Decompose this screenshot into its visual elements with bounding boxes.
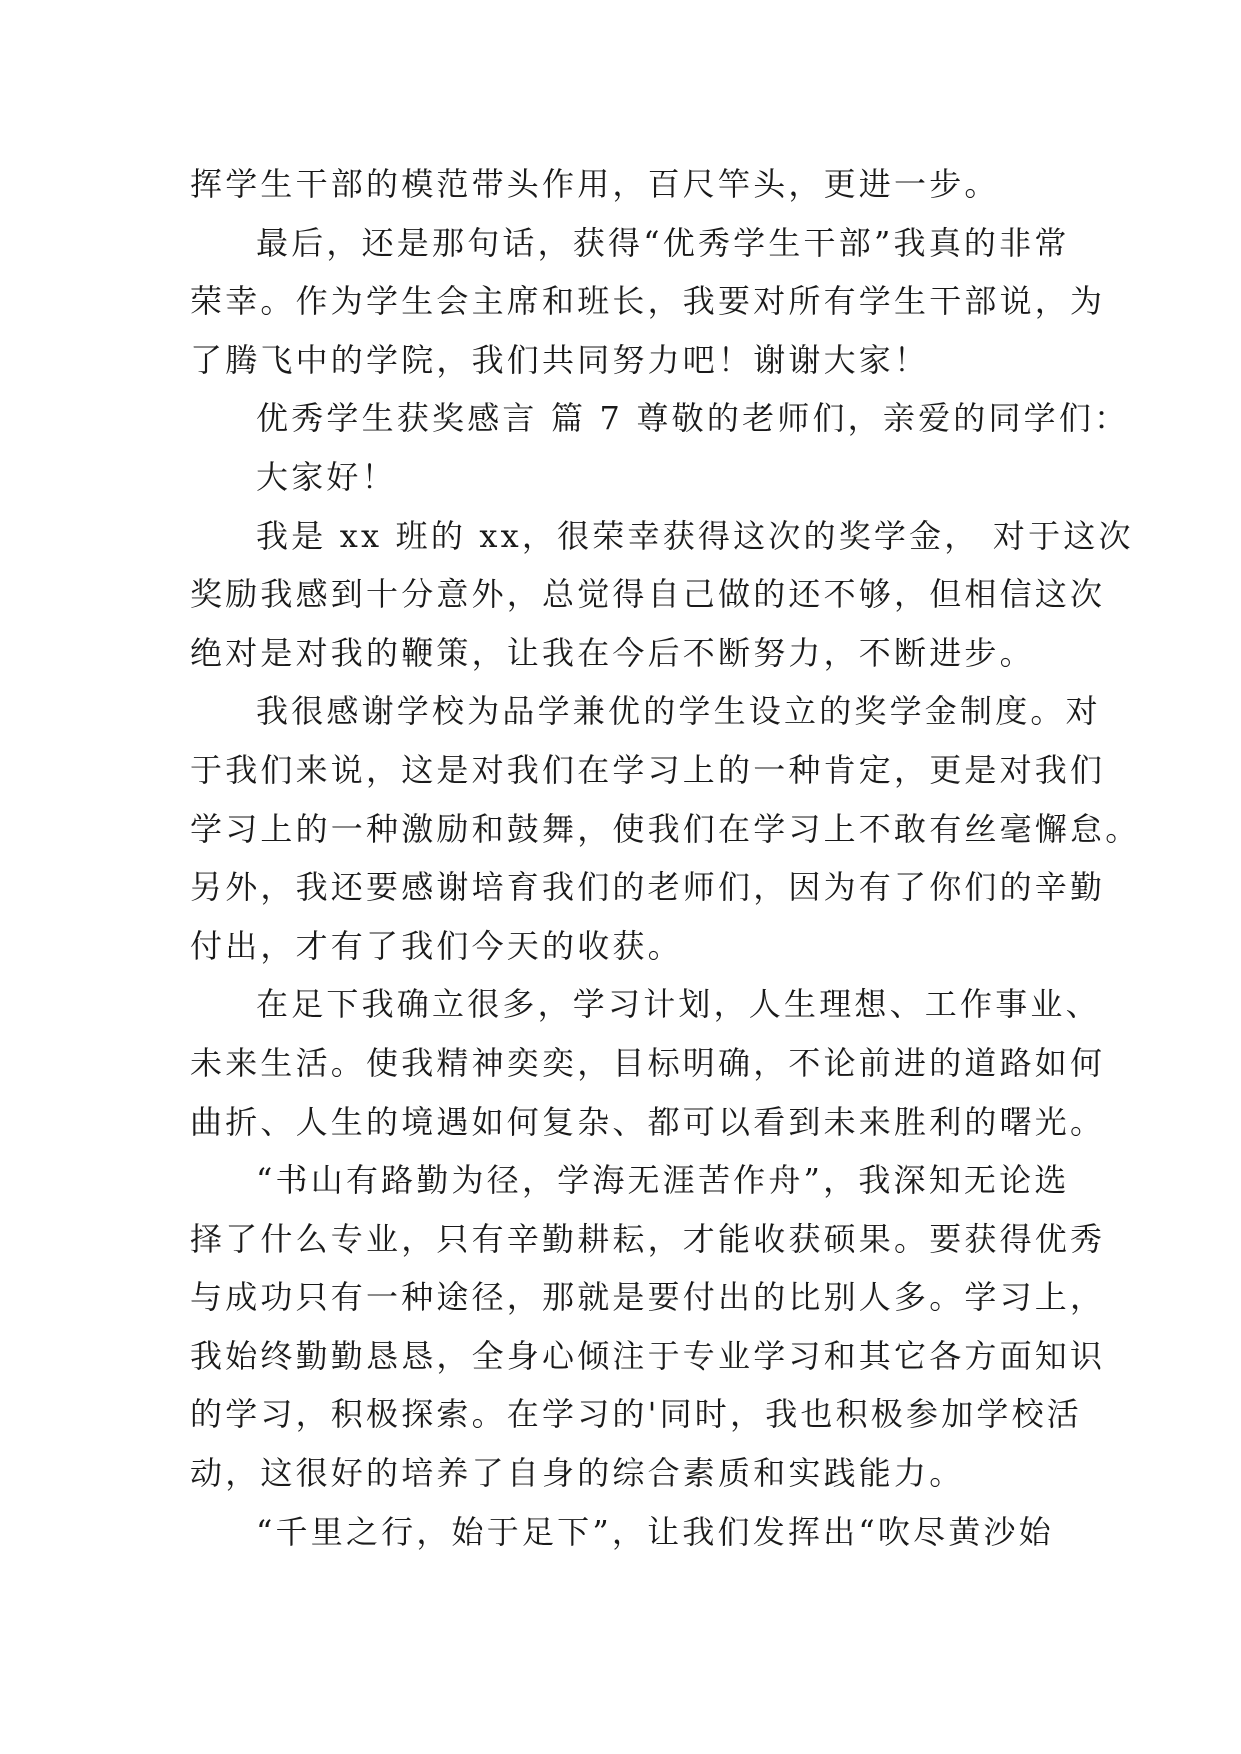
text-line-23: 动，这很好的培养了自身的综合素质和实践能力。 [190, 1454, 965, 1493]
text-line-11: 于我们来说，这是对我们在学习上的一种肯定，更是对我们 [190, 750, 1106, 789]
text-line-8: 奖励我感到十分意外，总觉得自己做的还不够，但相信这次 [190, 575, 1106, 614]
text-line-15: 在足下我确立很多，学习计划，人生理想、工作事业、 [256, 985, 1101, 1024]
text-line-7: 我是 xx 班的 xx，很荣幸获得这次的奖学金， 对于这次 [256, 516, 1134, 555]
text-line-19: 择了什么专业，只有辛勤耕耘，才能收获硕果。要获得优秀 [190, 1219, 1106, 1258]
text-line-17: 曲折、人生的境遇如何复杂、都可以看到未来胜利的曙光。 [190, 1102, 1106, 1141]
text-line-10: 我很感谢学校为品学兼优的学生设立的奖学金制度。对 [256, 692, 1101, 731]
text-line-16: 未来生活。使我精神奕奕，目标明确，不论前进的道路如何 [190, 1043, 1106, 1082]
text-line-22: 的学习，积极探索。在学习的'同时，我也积极参加学校活 [190, 1395, 1082, 1434]
document-body [190, 155, 1141, 1561]
greeting-line: 大家好！ [256, 457, 397, 496]
text-line-2: 最后，还是那句话，获得“优秀学生干部”我真的非常 [256, 223, 1070, 262]
text-line-24: “千里之行，始于足下”，让我们发挥出“吹尽黄沙始 [256, 1512, 1054, 1551]
text-line-20: 与成功只有一种途径，那就是要付出的比别人多。学习上， [190, 1278, 1106, 1317]
text-line-13: 另外，我还要感谢培育我们的老师们，因为有了你们的辛勤 [190, 868, 1106, 907]
text-line-3: 荣幸。作为学生会主席和班长，我要对所有学生干部说，为 [190, 282, 1106, 321]
text-line-21: 我始终勤勤恳恳，全身心倾注于专业学习和其它各方面知识 [190, 1336, 1106, 1375]
text-line-1: 挥学生干部的模范带头作用，百尺竿头，更进一步。 [190, 165, 1000, 203]
text-line-9: 绝对是对我的鞭策，让我在今后不断努力，不断进步。 [190, 633, 1035, 672]
text-line-12: 学习上的一种激励和鼓舞，使我们在学习上不敢有丝毫懈怠。 [190, 809, 1141, 848]
text-line-4: 了腾飞中的学院，我们共同努力吧！谢谢大家！ [190, 340, 930, 379]
text-line-14: 付出，才有了我们今天的收获。 [190, 926, 683, 965]
text-line-18: “书山有路勤为径，学海无涯苦作舟”，我深知无论选 [256, 1161, 1070, 1200]
section-heading-line: 优秀学生获奖感言 篇 7 尊敬的老师们，亲爱的同学们： [256, 399, 1130, 438]
